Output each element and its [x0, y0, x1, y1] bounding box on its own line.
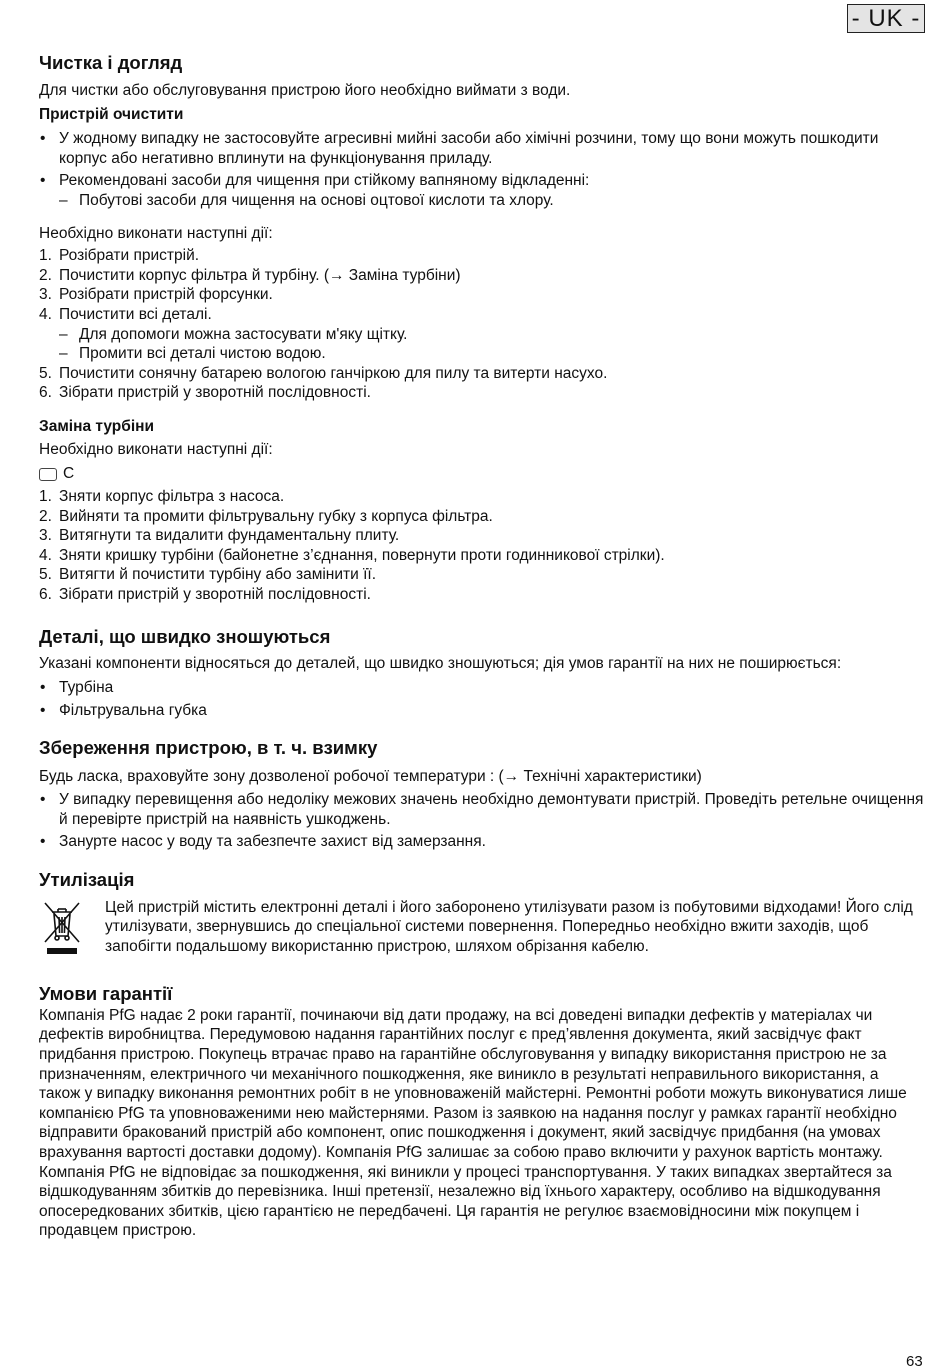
disposal-block: [39, 898, 924, 958]
dash-item: – Промити всі деталі чистою водою.: [39, 344, 924, 364]
step-item: [39, 246, 924, 266]
crossed-out-bin-icon: [41, 898, 83, 958]
wear-parts-list: [39, 678, 924, 720]
step-number: 6.: [39, 586, 52, 604]
step-item: [39, 546, 924, 566]
warranty-text: Компанія PfG надає 2 роки гарантії, починаючи від дати продажу, на всі доведені випадки дефектів у матеріалах чи дефектів виробництва. Передумовою надання гарантійних послуг є пред’явлення документа, який засвідчує факт придбання пристрою. Покупець втрачає право на гарантійне обслуговування у випадку використання пристрою не за призначенням, електричного чи механічного пошкодження, яке виникло в результаті неправильного використання, а також у випадку виконання ремонтних робіт в не уповноваженій майстерні. Ремонтні роботи можуть виконуватися лише компанією PfG та уповноваженими нею майстернями. Разом із заявкою на надання послуг у рамках гарантії необхідно відправити бракований пристрій або компонент, опис пошкодження і документ, який засвідчує придбання (на умовах врахування вартості доставки додому). Компанія PfG залишає за собою право включити у рахунок вартість монтажу. Компанія PfG не відповідає за пошкодження, які виникли у процесі транспортування. У таких випадках звертайтеся за відшкодуванням збитків до перевізника. Інші претензії, незалежно від їхнього характеру, особливо на відшкодування опосередкованих збитків, цією гарантією не передбачені. Ця гарантія не регулює взаємовідносини між покупцем і продавцем пристрою.: [39, 1006, 907, 1240]
turbine-steps-intro: Необхідно виконати наступні дії:: [39, 440, 273, 458]
step-text: Витягнути та видалити фундаментальну плиту.: [59, 527, 400, 545]
step-item: [39, 565, 924, 585]
step-item: [39, 266, 924, 286]
warranty-heading: Умови гарантії: [39, 982, 173, 1004]
cleaning-subheading: Пристрій очистити: [39, 105, 184, 123]
step-text: Вийняти та промити фільтрувальну губку з корпуса фільтра.: [59, 507, 493, 525]
step-text: Зібрати пристрій у зворотній послідовності.: [59, 586, 371, 604]
list-item: • У випадку перевищення або недоліку межових значень необхідно демонтувати пристрій. Проведіть ретельне очищення й перевірте пристрій на наявність ушкоджень.: [39, 790, 924, 829]
step-number: 4.: [39, 546, 52, 564]
step-number: 5.: [39, 364, 52, 382]
list-item: • Фільтрувальна губка: [39, 701, 924, 721]
language-label: - UK -: [847, 4, 925, 33]
page-number: 63: [906, 1353, 923, 1370]
list-item: • У жодному випадку не застосовуйте агресивні мийні засоби або хімічні розчини, тому що вони можуть пошкодити корпус або негативно вплинути на функціонування приладу.: [39, 129, 924, 168]
disposal-heading: Утилізація: [39, 868, 135, 890]
step-item: [39, 507, 924, 527]
list-item: [39, 171, 924, 191]
step-text: Зняти корпус фільтра з насоса.: [59, 488, 285, 506]
storage-intro: Будь ласка, враховуйте зону дозволеної робочої температури : (→ Технічні характеристики): [39, 768, 702, 786]
step-text: Почистити всі деталі.: [59, 305, 212, 323]
step-item: [39, 285, 924, 305]
step-number: 4.: [39, 305, 52, 323]
cleaning-intro: Для чистки або обслуговування пристрою його необхідно виймати з води.: [39, 82, 571, 99]
wear-parts-intro: Указані компоненти відносяться до деталей, що швидко зношуються; дія умов гарантії на них не поширюється:: [39, 654, 842, 672]
disposal-text: Цей пристрій містить електронні деталі і його заборонено утилізувати разом із побутовими відходами! Його слід утилізувати, звернувшись до спеціальної системи повернення. Попередньо необхідно вжити заходів, щоб запобігти подальшому використанню пристрою, шляхом обрізання кабелю.: [105, 898, 913, 955]
step-number: 3.: [39, 286, 52, 304]
list-item: • Занурте насос у воду та забезпечте захист від замерзання.: [39, 832, 924, 852]
step-item: [39, 383, 924, 403]
step-text: Почистити сонячну батарею вологою ганчіркою для пилу та витерти насухо.: [59, 364, 608, 382]
storage-list: [39, 790, 924, 852]
figure-icon: [39, 468, 57, 481]
step-number: 6.: [39, 384, 52, 402]
step-item: [39, 305, 924, 325]
step-number: 1.: [39, 488, 52, 506]
step-number: 2.: [39, 266, 52, 284]
step-text: Зняти кришку турбіни (байонетне з’єднання, повернути проти годинникової стрілки).: [59, 546, 665, 564]
cleaning-heading: Чистка і догляд: [39, 52, 183, 73]
dash-item: – Для допомоги можна застосувати м'яку щітку.: [39, 325, 924, 345]
step-text: Витягти й почистити турбіну або замінити її.: [59, 566, 377, 584]
turbine-steps: [39, 487, 924, 605]
step-item: [39, 526, 924, 546]
page-content: [39, 51, 924, 1241]
dash-item: – Побутові засоби для чищення на основі оцтової кислоти та хлору.: [39, 191, 924, 211]
list-item: • Турбіна: [39, 678, 924, 698]
figure-label: C: [63, 465, 75, 483]
step-text: Почистити корпус фільтра й турбіну. (→ Заміна турбіни): [59, 266, 461, 284]
figure-reference: [39, 464, 924, 484]
step-number: 2.: [39, 507, 52, 525]
steps-intro: Необхідно виконати наступні дії:: [39, 224, 273, 242]
step-text: Розібрати пристрій.: [59, 247, 200, 265]
cleaning-steps: [39, 246, 924, 324]
step-item: [39, 487, 924, 507]
step-number: 1.: [39, 247, 52, 265]
step-item: [39, 364, 924, 384]
turbine-subheading: Заміна турбіни: [39, 417, 155, 435]
cleaning-steps-continued: [39, 364, 924, 403]
step-text: Розібрати пристрій форсунки.: [59, 286, 273, 304]
step-item: [39, 585, 924, 605]
storage-heading: Збереження пристрою, в т. ч. взимку: [39, 737, 378, 759]
list-item-text: Рекомендовані засоби для чищення при стійкому вапняному відкладенні:: [59, 172, 590, 190]
step-number: 5.: [39, 566, 52, 584]
step-number: 3.: [39, 527, 52, 545]
step-text: Зібрати пристрій у зворотній послідовності.: [59, 384, 371, 402]
wear-parts-heading: Деталі, що швидко зношуються: [39, 625, 331, 647]
cleaning-bullets: [39, 129, 924, 191]
